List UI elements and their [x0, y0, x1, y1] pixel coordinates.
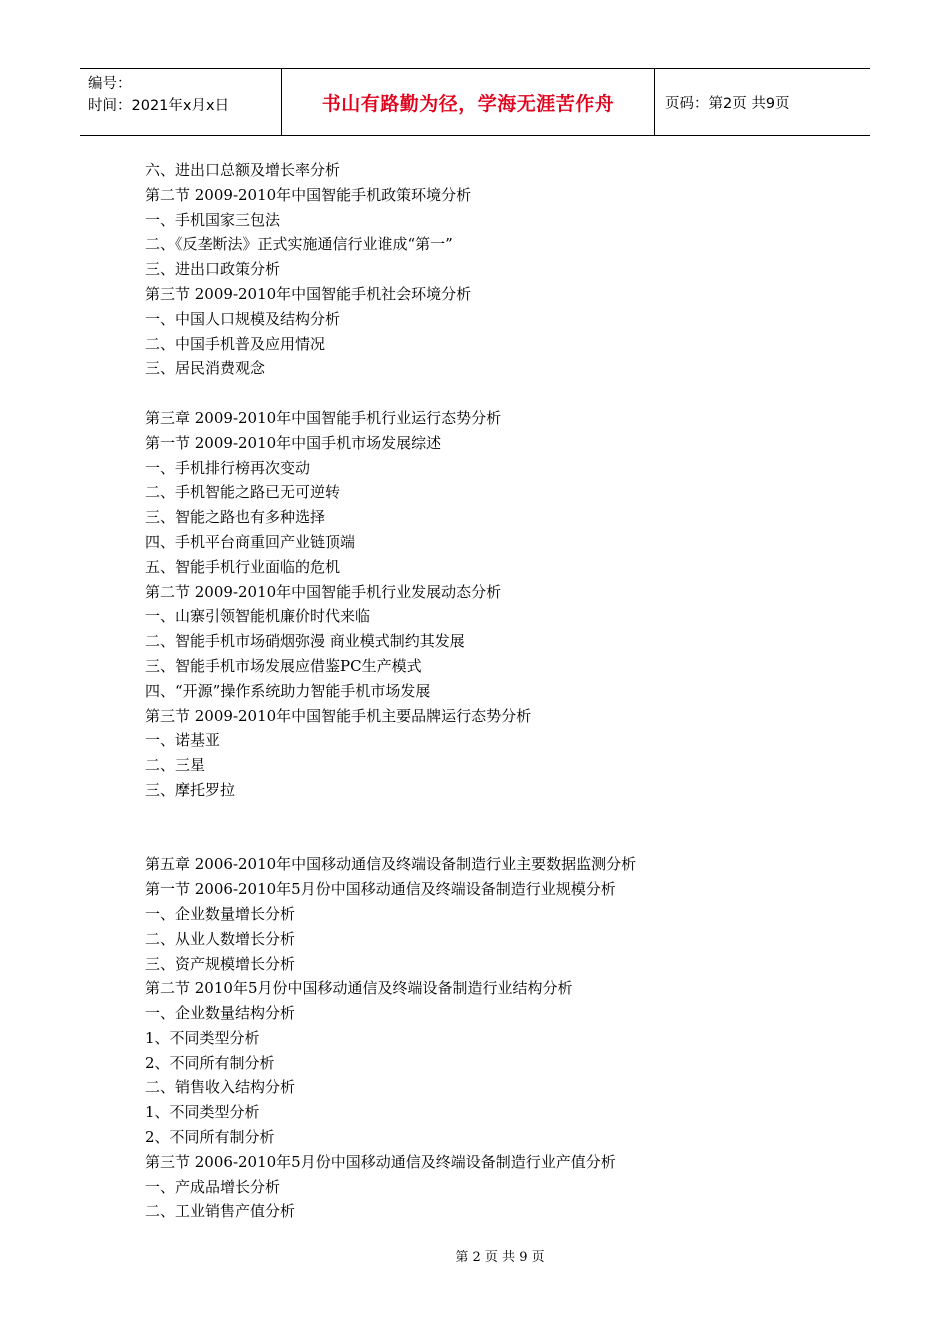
toc-line: 二、智能手机市场硝烟弥漫 商业模式制约其发展 — [145, 632, 465, 651]
toc-line: 三、进出口政策分析 — [145, 260, 281, 279]
toc-line: 一、中国人口规模及结构分析 — [145, 309, 341, 328]
number-label: 编号： — [88, 76, 132, 92]
toc-line: 三、智能之路也有多种选择 — [145, 508, 326, 527]
toc-content — [145, 158, 845, 1224]
toc-line: 2、不同所有制分析 — [145, 1053, 275, 1072]
toc-line: 四、“开源”操作系统助力智能手机市场发展 — [145, 681, 431, 700]
toc-line: 一、山寨引领智能机廉价时代来临 — [145, 607, 371, 626]
toc-line: 1、不同类型分析 — [145, 1028, 260, 1047]
header-page-info-cell — [655, 69, 870, 135]
toc-line: 第三节 2009-2010年中国智能手机社会环境分析 — [145, 284, 472, 303]
toc-line: 第一节 2009-2010年中国手机市场发展综述 — [145, 433, 442, 452]
toc-line: 第三章 2009-2010年中国智能手机行业运行态势分析 — [145, 408, 502, 427]
toc-line: 第二节 2009-2010年中国智能手机行业发展动态分析 — [145, 582, 502, 601]
header-motto: 书山有路勤为径，学海无涯苦作舟 — [321, 92, 615, 115]
date-label: 时间：2021年x月x日 — [88, 98, 230, 114]
toc-line: 第二节 2009-2010年中国智能手机政策环境分析 — [145, 185, 472, 204]
toc-line: 一、手机排行榜再次变动 — [145, 458, 311, 477]
toc-line: 二、《反垄断法》正式实施通信行业谁成“第一” — [145, 235, 453, 254]
toc-line: 第三节 2006-2010年5月份中国移动通信及终端设备制造行业产值分析 — [145, 1152, 616, 1171]
toc-line: 一、产成品增长分析 — [145, 1177, 281, 1196]
toc-line: 三、摩托罗拉 — [145, 780, 236, 799]
toc-line: 第二节 2010年5月份中国移动通信及终端设备制造行业结构分析 — [145, 979, 573, 998]
header-motto-cell — [282, 69, 655, 135]
toc-line: 六、进出口总额及增长率分析 — [145, 161, 341, 179]
toc-line: 第三节 2009-2010年中国智能手机主要品牌运行态势分析 — [145, 706, 532, 725]
page-footer: 第 2 页 共 9 页 — [455, 1250, 545, 1265]
toc-line: 一、企业数量结构分析 — [145, 1004, 296, 1023]
toc-line: 二、三星 — [145, 756, 206, 775]
toc-line: 一、企业数量增长分析 — [145, 904, 296, 923]
section-spacer — [145, 381, 845, 406]
toc-line: 三、智能手机市场发展应借鉴PC生产模式 — [145, 656, 422, 675]
page-header — [80, 68, 870, 136]
header-meta — [80, 69, 282, 135]
header-page-info: 页码：第2页 共9页 — [665, 95, 790, 112]
toc-line: 二、手机智能之路已无可逆转 — [145, 483, 341, 502]
toc-line: 2、不同所有制分析 — [145, 1128, 275, 1147]
section-spacer — [145, 803, 845, 853]
toc-line: 三、资产规模增长分析 — [145, 954, 296, 973]
toc-line: 第一节 2006-2010年5月份中国移动通信及终端设备制造行业规模分析 — [145, 880, 616, 899]
toc-line: 二、中国手机普及应用情况 — [145, 334, 326, 353]
toc-line: 一、手机国家三包法 — [145, 210, 281, 229]
toc-line: 二、销售收入结构分析 — [145, 1078, 296, 1097]
toc-line: 二、从业人数增长分析 — [145, 929, 296, 948]
toc-line: 一、诺基亚 — [145, 731, 221, 750]
toc-line: 三、居民消费观念 — [145, 359, 266, 378]
toc-line: 五、智能手机行业面临的危机 — [145, 557, 341, 576]
toc-line: 第五章 2006-2010年中国移动通信及终端设备制造行业主要数据监测分析 — [145, 855, 637, 874]
toc-line: 1、不同类型分析 — [145, 1103, 260, 1122]
toc-line: 四、手机平台商重回产业链顶端 — [145, 532, 356, 551]
toc-line: 二、工业销售产值分析 — [145, 1202, 296, 1221]
